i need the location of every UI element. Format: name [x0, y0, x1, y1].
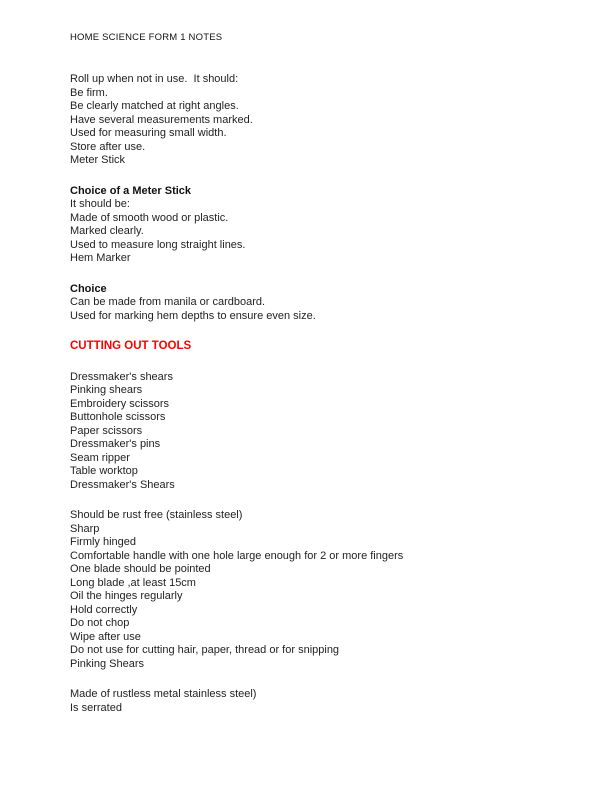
- text-line: Meter Stick: [70, 154, 126, 166]
- text-line: Be firm.: [70, 86, 108, 99]
- text-line: One blade should be pointed: [70, 563, 211, 575]
- text-line: Hold correctly: [70, 603, 138, 616]
- text-block: [70, 688, 562, 715]
- text-line: Dressmaker's Shears: [70, 478, 175, 491]
- text-line: Store after use.: [70, 140, 146, 153]
- text-block: [70, 509, 562, 671]
- text-line: Buttonhole scissors: [70, 411, 166, 423]
- text-line: Made of rustless metal stainless steel): [70, 688, 257, 700]
- section-heading: Choice: [70, 282, 107, 295]
- text-line: Oil the hinges regularly: [70, 590, 183, 602]
- text-line: Marked clearly.: [70, 225, 144, 237]
- red-section-heading: CUTTING OUT TOOLS: [70, 340, 192, 352]
- text-line: Comfortable handle with one hole large enough for 2 or more fingers: [70, 549, 404, 562]
- text-line: Sharp: [70, 522, 100, 535]
- text-line: Used for marking hem depths to ensure even size.: [70, 309, 316, 322]
- text-line: Long blade ,at least 15cm: [70, 576, 196, 589]
- text-line: Used for measuring small width.: [70, 127, 227, 139]
- text-block: [70, 371, 562, 493]
- text-line: Can be made from manila or cardboard.: [70, 296, 266, 308]
- text-line: Be clearly matched at right angles.: [70, 100, 239, 112]
- text-line: Hem Marker: [70, 252, 131, 264]
- document-header: HOME SCIENCE FORM 1 NOTES: [70, 32, 223, 43]
- text-line: Firmly hinged: [70, 536, 137, 548]
- text-block: [70, 73, 562, 168]
- text-line: Should be rust free (stainless steel): [70, 509, 243, 521]
- text-line: Wipe after use: [70, 630, 141, 643]
- text-block: [70, 185, 562, 266]
- text-line: Pinking Shears: [70, 657, 144, 670]
- text-line: Paper scissors: [70, 424, 143, 437]
- section-heading: Choice of a Meter Stick: [70, 184, 192, 197]
- text-line: Made of smooth wood or plastic.: [70, 211, 229, 224]
- text-line: Used to measure long straight lines.: [70, 238, 246, 251]
- text-block: [70, 283, 562, 324]
- text-line: Do not chop: [70, 617, 130, 629]
- text-line: Roll up when not in use. It should:: [70, 73, 239, 85]
- text-line: Seam ripper: [70, 451, 130, 464]
- text-line: It should be:: [70, 198, 130, 210]
- text-line: Pinking shears: [70, 384, 143, 396]
- text-line: Dressmaker's shears: [70, 370, 173, 383]
- text-line: Embroidery scissors: [70, 397, 170, 410]
- text-line: Is serrated: [70, 701, 122, 714]
- text-line: Dressmaker's pins: [70, 438, 161, 450]
- text-block: [70, 340, 562, 354]
- text-line: Table worktop: [70, 465, 138, 477]
- text-line: Have several measurements marked.: [70, 113, 253, 126]
- document-body: [70, 73, 562, 715]
- text-line: Do not use for cutting hair, paper, thread or for snipping: [70, 644, 340, 656]
